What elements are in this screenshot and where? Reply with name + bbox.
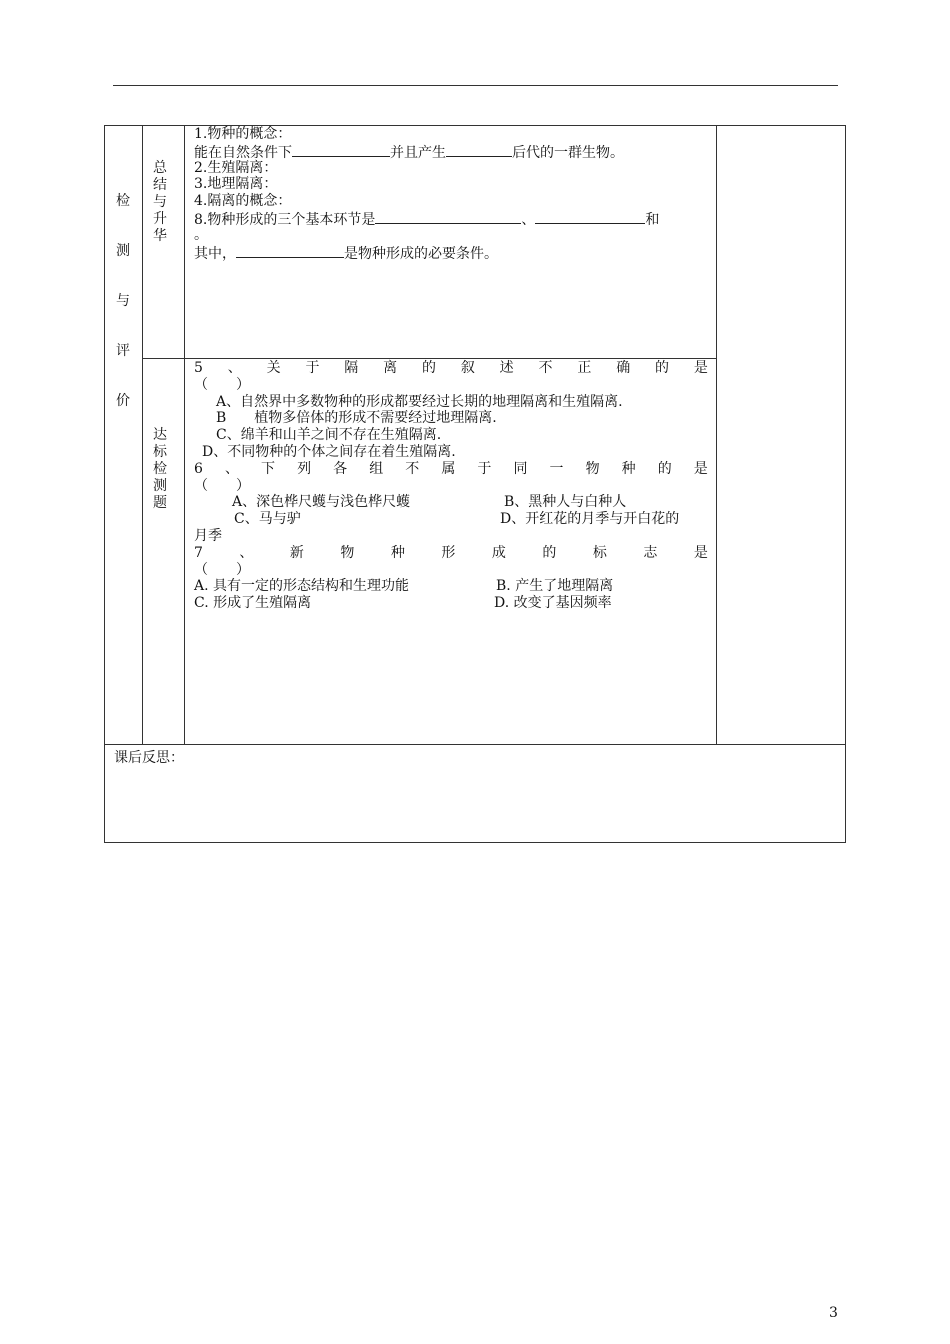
stem-char: 一: [549, 460, 564, 477]
stem-char: 是: [693, 460, 708, 477]
text: 和: [645, 211, 660, 228]
q7-options-ab: [194, 578, 708, 595]
section-label-char: 与: [116, 293, 130, 309]
necessary-condition-line: [194, 244, 708, 261]
stem-char: 标: [592, 544, 607, 561]
stem-char: 种: [390, 544, 405, 561]
q7-options-cd: [194, 595, 708, 612]
section-label-char: 检: [116, 193, 130, 209]
question-6-stem: [194, 461, 708, 478]
answer-paren: （ ）: [194, 376, 250, 393]
stem-char: 不: [405, 460, 420, 477]
stem-char: 正: [577, 360, 592, 376]
summary-label-char: 华: [153, 228, 167, 244]
summary-label: [144, 160, 176, 245]
q6-options-ab: [194, 494, 708, 511]
test-label-char: 标: [153, 444, 167, 460]
stem-char: 属: [441, 460, 456, 477]
question-7-stem: [194, 545, 708, 562]
text: 、: [521, 211, 536, 228]
summary-label-char: 与: [153, 194, 167, 210]
stem-char: 物: [340, 544, 355, 561]
stem-char: 、: [224, 460, 239, 477]
summary-label-char: 总: [153, 160, 167, 176]
q5-option-c: C、绵羊和山羊之间不存在生殖隔离.: [216, 427, 442, 444]
text: 能在自然条件下: [194, 144, 292, 161]
stem-char: 列: [297, 460, 312, 477]
reproductive-isolation-line: 2.生殖隔离：: [194, 159, 278, 176]
geographic-isolation-line: 3.地理隔离：: [194, 176, 278, 193]
stem-char: 新: [289, 544, 304, 561]
reflection-label: 课后反思：: [114, 750, 184, 766]
concept-line: 1.物种的概念：: [194, 126, 292, 142]
stem-char: 是: [693, 360, 708, 376]
text: 后代的一群生物。: [512, 144, 624, 161]
concept-definition-line: [194, 143, 708, 160]
summary-label-char: 结: [153, 177, 167, 193]
stem-char: 7: [194, 544, 203, 561]
row-divider: [104, 744, 846, 745]
test-label: [144, 427, 176, 512]
stem-char: 不: [538, 360, 553, 376]
table-left-border: [104, 125, 105, 842]
stem-char: 于: [477, 460, 492, 477]
q7-option-d: D. 改变了基因频率: [494, 595, 612, 612]
q6-option-c: C、马与驴: [234, 511, 301, 528]
stem-char: 、: [227, 360, 242, 376]
stem-char: 离: [383, 360, 398, 376]
q7-option-c: C. 形成了生殖隔离: [194, 595, 312, 612]
stem-char: 成: [491, 544, 506, 561]
text: 并且产生: [390, 144, 446, 161]
stem-char: 物: [585, 460, 600, 477]
section-label-char: 价: [116, 393, 130, 409]
stem-char: 于: [305, 360, 320, 376]
q5-option-b: B 植物多倍体的形成不需要经过地理隔离.: [216, 410, 497, 427]
summary-content: [194, 126, 708, 260]
test-label-char: 测: [153, 478, 167, 494]
stem-char: 隔: [344, 360, 359, 376]
section-label-char: 评: [116, 343, 130, 359]
stem-char: 关: [266, 360, 281, 376]
stem-char: 的: [542, 544, 557, 561]
q5-option-d: D、不同物种的个体之间存在着生殖隔离.: [202, 443, 456, 460]
q6-options-cd: [194, 511, 708, 528]
stem-char: 的: [421, 360, 436, 376]
answer-paren: （ ）: [194, 561, 250, 578]
stem-char: 的: [657, 460, 672, 477]
page-number: 3: [829, 1305, 838, 1321]
stem-char: 叙: [460, 360, 475, 376]
isolation-concept-line: 4.隔离的概念：: [194, 193, 292, 210]
test-label-char: 检: [153, 461, 167, 477]
stem-char: 下: [261, 460, 276, 477]
q5-option-a: A、自然界中多数物种的形成都要经过长期的地理隔离和生殖隔离.: [216, 393, 623, 410]
fill-blank[interactable]: [236, 244, 344, 258]
text: 是物种形成的必要条件。: [344, 245, 498, 262]
test-label-char: 题: [153, 495, 167, 511]
table-bottom-border: [104, 842, 846, 843]
period-line: 。: [194, 226, 208, 243]
q6-option-d: D、开红花的月季与开白花的: [500, 511, 680, 528]
section-label-char: 测: [116, 243, 130, 259]
fill-blank[interactable]: [292, 143, 390, 157]
q6-option-d-continued: 月季: [194, 527, 222, 544]
stem-char: 各: [333, 460, 348, 477]
q6-option-a: A、深色桦尺蠖与浅色桦尺蠖: [232, 494, 411, 511]
stem-char: 同: [513, 460, 528, 477]
fill-blank[interactable]: [535, 210, 645, 224]
fill-blank[interactable]: [375, 210, 521, 224]
stem-char: 述: [499, 360, 514, 376]
speciation-steps-line: [194, 210, 708, 227]
q6-option-b: B、黑种人与白种人: [504, 494, 627, 511]
summary-label-char: 升: [153, 211, 167, 227]
stem-char: 组: [369, 460, 384, 477]
q7-option-b: B. 产生了地理隔离: [496, 578, 614, 595]
stem-char: 的: [655, 360, 670, 376]
question-5-stem: [194, 360, 708, 377]
stem-char: 确: [616, 360, 631, 376]
stem-char: 是: [693, 544, 708, 561]
text: 8.物种形成的三个基本环节是: [194, 211, 376, 228]
stem-char: 种: [621, 460, 636, 477]
stem-char: 5: [194, 360, 203, 376]
test-content: [194, 360, 708, 612]
column-divider: [142, 125, 143, 744]
stem-char: 6: [194, 460, 203, 477]
column-divider: [184, 125, 185, 744]
table-right-border: [845, 125, 846, 842]
column-divider: [716, 125, 717, 744]
q7-option-a: A. 具有一定的形态结构和生理功能: [194, 578, 410, 595]
stem-char: 、: [239, 544, 254, 561]
test-label-char: 达: [153, 427, 167, 443]
row-divider: [142, 358, 716, 359]
fill-blank[interactable]: [446, 143, 512, 157]
section-label: [108, 193, 138, 443]
stem-char: 志: [643, 544, 658, 561]
text: 其中，: [194, 245, 236, 262]
stem-char: 形: [441, 544, 456, 561]
answer-paren: （ ）: [194, 477, 250, 494]
